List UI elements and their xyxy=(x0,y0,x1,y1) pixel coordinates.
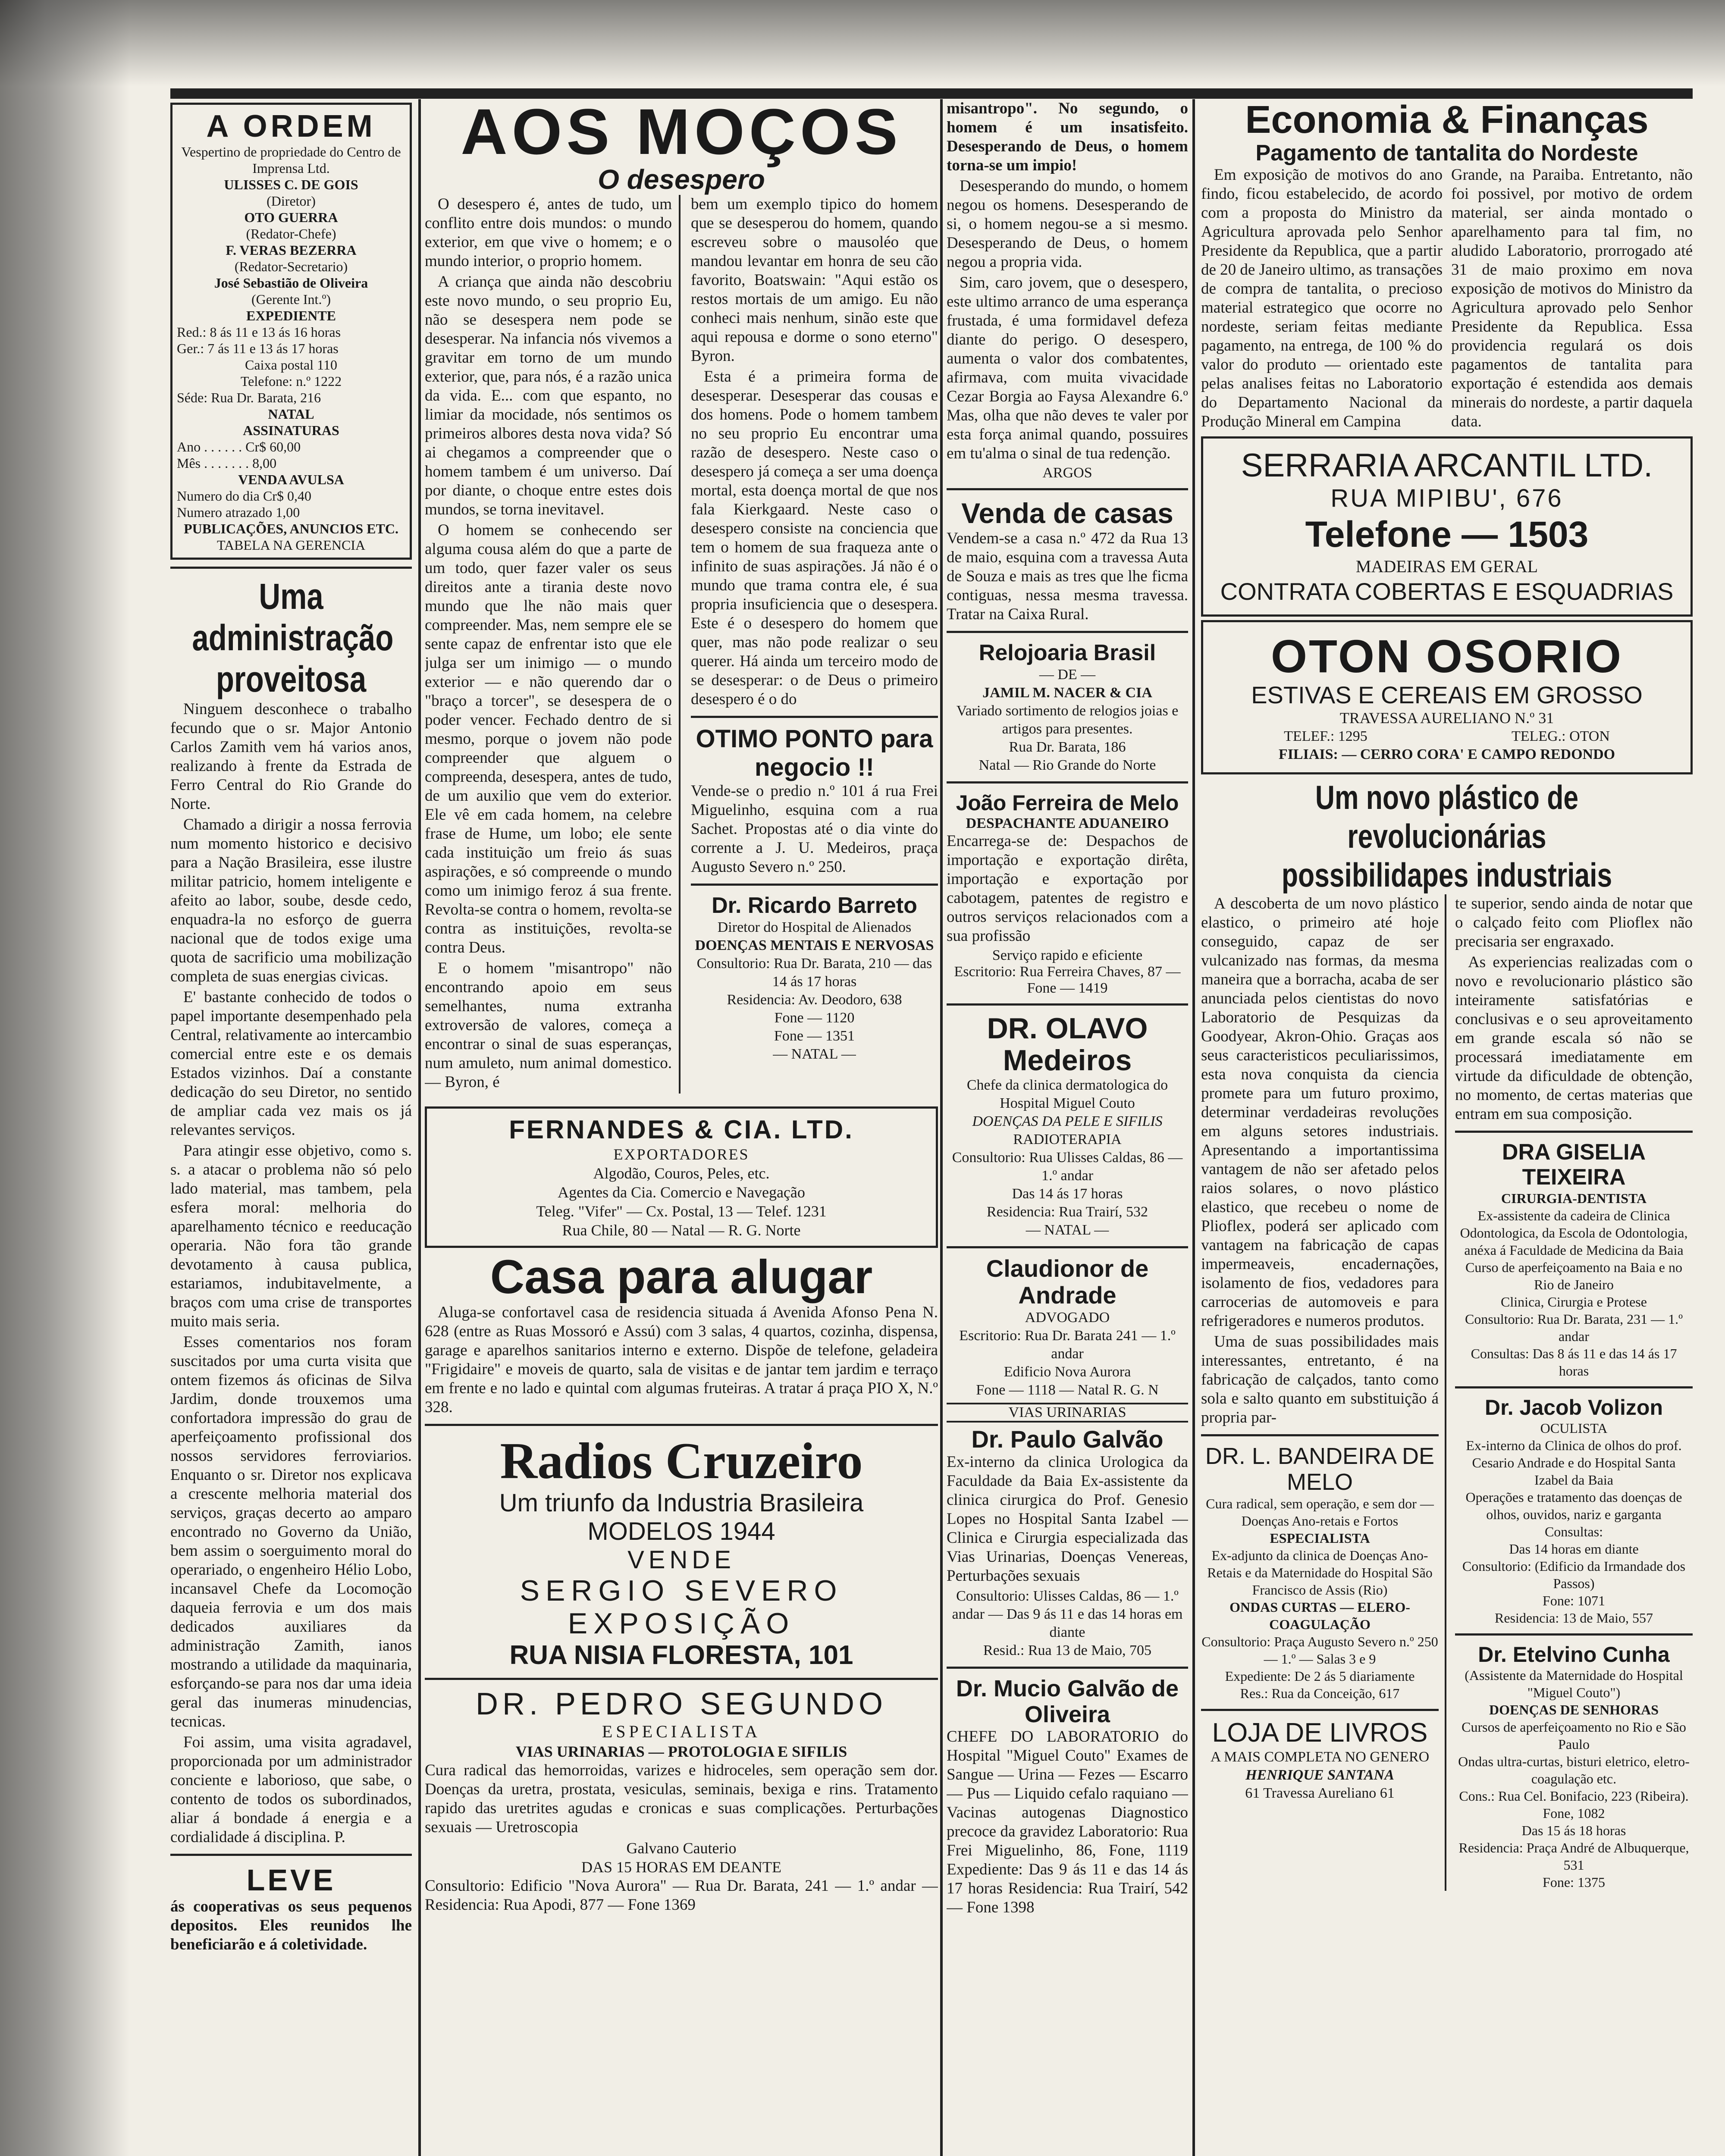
ricardo-line: Fone — 1351 xyxy=(774,1028,855,1044)
ricardo-line: — NATAL — xyxy=(773,1046,856,1062)
otimo-title: OTIMO PONTO para negocio !! xyxy=(696,725,933,781)
olavo-line: Das 14 ás 17 horas xyxy=(1012,1186,1123,1202)
paragraph: Para atingir esse objetivo, como s. s. a atacar o problema não só pelo lado material, mas tambem, pela esfera moral: melhoria do aparelhamento técnico e reeducação operaria. Não fora tão grande devotamento à causa publica, estariamos, indubitavelmente, a braços com uma crise de transportes muito mais seria. xyxy=(170,1142,412,1330)
section-rule xyxy=(1455,1131,1693,1133)
paragraph: O homem se conhecendo ser alguma cousa além do que a parte de um todo, quer fazer valer os seus direitos ante a tirania deste novo mundo que lhe não mais quer compreender. Mas, nem sempre ele se sente capaz de enfrentar isto que ele julga ser um inimigo — o mundo exterior — e não querendo dar o "braço a torcer", se desespera de o poder vencer. Fechado dentro de si mesmo, porque o jovem não pode compreender que alguem o compreenda, desespera, antes de tudo, de um auxilio que vem do exterior. Ele vê em cada homem, na celebre frase de Hume, um lobo; ele sente cada instituição um freio ás suas aspirações, e só compreende o mundo como um inimigo feroz á sua frente. Revolta-se contra o homem, revolta-se contra as instituições, revolta-se contra Deus. xyxy=(425,521,672,956)
column-rule xyxy=(418,99,421,2156)
section-rule xyxy=(1201,1434,1439,1436)
section-rule xyxy=(947,1246,1188,1248)
ordem-lines xyxy=(177,144,405,553)
pedro-line: Consultorio: Edificio "Nova Aurora" — Rua Dr. Barata, 241 — 1.º andar — Residencia: Rua Apodi, 877 — Fone 1369 xyxy=(425,1877,938,1914)
serraria-line: CONTRATA COBERTAS E ESQUADRIAS xyxy=(1220,578,1674,605)
paragraph: te superior, sendo ainda de notar que o calçado feito com Plioflex não precisaria ser engraxado. xyxy=(1455,895,1693,950)
section-rule xyxy=(425,1678,938,1680)
ordem-line: (Redator-Secretario) xyxy=(234,259,348,274)
section-rule xyxy=(947,781,1188,783)
ricardo-line: DOENÇAS MENTAIS E NERVOSAS xyxy=(695,937,934,953)
section-rule xyxy=(691,884,938,886)
fernandes-line: Teleg. "Vifer" — Cx. Postal, 13 — Telef. 1231 xyxy=(536,1203,827,1220)
section-rule xyxy=(947,1003,1188,1006)
scan-shadow-top xyxy=(0,0,1725,86)
etelvino-line: Fone: 1375 xyxy=(1543,1874,1605,1890)
otimo-text: Vende-se o predio n.º 101 á rua Frei Miguelinho, esquina com a rua Sachet. Propostas até o dia vinte do corrente a J. U. Medeiros, praça Augusto Severo n.º 250. xyxy=(691,782,938,876)
paragraph: Desesperando do mundo, o homem negou os homens. Desesperando de si, o homem negou-se a si mesmo. Desesperando de Deus, o homem negou a propria vida. xyxy=(947,177,1188,271)
relojoaria-line: Variado sortimento de relogios joias e artigos para presentes. xyxy=(956,703,1179,737)
claudionor-line: ADVOGADO xyxy=(1025,1310,1110,1326)
plastico-body xyxy=(1201,894,1693,1891)
gisela-line: Clinica, Cirurgia e Protese xyxy=(1501,1294,1647,1310)
serraria-tel-label: Telefone xyxy=(1305,514,1452,555)
pedro-sub: ESPECIALISTA xyxy=(602,1722,761,1741)
etelvino-line: Cursos de aperfeiçoamento no Rio e São Paulo xyxy=(1462,1719,1686,1752)
column-3 xyxy=(947,99,1188,2156)
ricardo-line: Fone — 1120 xyxy=(774,1010,855,1026)
bandeira-line: Consultorio: Praça Augusto Severo n.º 250 — 1.º — Salas 3 e 9 xyxy=(1201,1634,1438,1667)
relojoaria-line: Rua Dr. Barata, 186 xyxy=(1009,739,1126,755)
column-rule xyxy=(940,99,943,2156)
ordem-title: A ORDEM xyxy=(206,109,376,144)
bandeira-line: ONDAS CURTAS — ELERO-COAGULAÇÃO xyxy=(1229,1599,1410,1632)
paragraph: Chamado a dirigir a nossa ferrovia num momento historico e decisivo para a Nação Brasileira, esse ilustre militar patricio, homem inteligente e afeito ao labor, soube, desde cedo, enquadra-la no esforço de guerra nacional que de todos exige uma quota de sacrificio uma mobilização completa de suas energias civicas. xyxy=(170,816,412,985)
administracao-body xyxy=(170,700,412,1847)
section-rule xyxy=(691,716,938,718)
casa-text: Aluga-se confortavel casa de residencia situada á Avenida Afonso Pena N. 628 (entre as Ruas Mossoró e Assú) com 3 salas, 4 quartos, cozinha, dispensa, garage e aparelhos sanitarios interno e externo. Dispõe de telefone, geladeira "Frigidaire" e moveis de quarto, sala de visitas e de jantar tem jardim e terraço em frente e no lado e quintal com algumas fruteiras. A tratar á praça PIO X, N.º 328. xyxy=(425,1304,938,1416)
relojoaria-line: — DE — xyxy=(1039,667,1096,683)
claudionor-line: Escritorio: Rua Dr. Barata 241 — 1.º andar xyxy=(959,1328,1176,1362)
section-rule xyxy=(170,567,412,569)
radios-ad xyxy=(425,1433,938,1671)
jacob-line: Fone: 1071 xyxy=(1543,1593,1605,1608)
olavo-line: RADIOTERAPIA xyxy=(1013,1131,1122,1147)
section-rule xyxy=(1455,1633,1693,1636)
ordem-line: Telefone: n.º 1222 xyxy=(240,373,342,389)
loja-line: A MAIS COMPLETA NO GENERO xyxy=(1210,1749,1430,1765)
plastico-title: Um novo plástico de revolucionárias possibilidapes industriais xyxy=(1281,778,1612,894)
ricardo-line: Residencia: Av. Deodoro, 638 xyxy=(727,992,902,1008)
jacob-line: OCULISTA xyxy=(1540,1420,1608,1436)
oton-sub: ESTIVAS E CEREAIS EM GROSSO xyxy=(1251,681,1643,708)
jacob-line: Ex-interno da Clinica de olhos do prof. Cesario Andrade e do Hospital Santa Izabel da Baia xyxy=(1466,1438,1682,1488)
bandeira-title: DR. L. BANDEIRA DE MELO xyxy=(1205,1443,1435,1495)
venda-text: Vendem-se a casa n.º 472 da Rua 13 de maio, esquina com a travessa Auta de Souza e mais as tres que lhe ficma contiguas, nessa mesma travessa. Tratar na Caixa Rural. xyxy=(947,530,1188,623)
ordem-line: José Sebastião de Oliveira xyxy=(214,275,368,291)
paulo-line: Resid.: Rua 13 de Maio, 705 xyxy=(983,1642,1152,1658)
pedro-line: Cura radical das hemorroidas, varizes e hidroceles, sem operação sem dor. Doenças da uretra, prostata, vesiculas, seminais, bexiga e rins. Tratamento rapido das uretrites agudas e cronicas e suas complicações. Perturbações sexuais — Uretroscopia xyxy=(425,1761,938,1836)
jacob-line: Das 14 horas em diante xyxy=(1509,1541,1639,1557)
paragraph: E o homem "misantropo" não encontrando apoio em seus semelhantes, numa extranha extroversão de valores, começa a encontrar o sinal de suas esperanças, num amuleto, num animal domestico. — Byron, é xyxy=(425,959,672,1091)
ordem-line: Ano . . . . . . Cr$ 60,00 xyxy=(177,439,301,454)
oton-addr: TRAVESSA AURELIANO N.º 31 xyxy=(1339,709,1554,727)
section-rule xyxy=(947,631,1188,633)
loja-line: HENRIQUE SANTANA xyxy=(1245,1767,1394,1783)
column-4 xyxy=(1201,99,1693,2156)
gisela-line: Curso de aperfeiçoamento na Baia e no Rio de Janeiro xyxy=(1465,1260,1682,1292)
column-rule xyxy=(1192,99,1195,2156)
radios-line: MODELOS 1944 xyxy=(587,1517,775,1545)
jacob-line: Consultas: xyxy=(1544,1524,1603,1539)
etelvino-line: Residencia: Praça André de Albuquerque, 531 xyxy=(1458,1840,1689,1873)
ordem-line: (Redator-Chefe) xyxy=(246,226,336,241)
paulo-title: Dr. Paulo Galvão xyxy=(971,1426,1164,1453)
relojoaria-line: Natal — Rio Grande do Norte xyxy=(979,757,1156,773)
pedro-line: VIAS URINARIAS — PROTOLOGIA E SIFILIS xyxy=(515,1743,847,1760)
radios-line: RUA NISIA FLORESTA, 101 xyxy=(509,1640,853,1670)
mocos-title: AOS MOÇOS xyxy=(461,99,902,168)
ordem-line: EXPEDIENTE xyxy=(246,308,336,323)
ordem-line: PUBLICAÇÕES, ANUNCIOS ETC. xyxy=(184,521,398,536)
paragraph: Sim, caro jovem, que o desespero, este ultimo arranco de uma esperança frustada, é uma formidavel defeza diante do perigo. O desespero, aumenta o valor dos combatentes, afirmava, com muita vivacidade Cezar Borgia ao Faysa Alexandre 6.º Mas, olha que não deves te valer por esta força animal quando, possuires em tu'alma o sinal de tua redenção. xyxy=(947,274,1188,462)
paragraph: misantropo". No segundo, o homem é um insatisfeito. Desesperando de Deus, o homem torna-se um impio! xyxy=(947,100,1188,174)
ordem-line: Séde: Rua Dr. Barata, 216 xyxy=(177,390,321,405)
radios-line: VENDE xyxy=(627,1546,735,1574)
paragraph: E' bastante conhecido de todos o papel importante desempenhado pela Central, relativamente ao intercambio comercial entre este e os demais Estados vizinhos. Daí a constante dedicação do seu Diretor, no sentido de ampliar cada vez mais os já relevantes serviços. xyxy=(170,988,412,1139)
jacob-line: Operações e tratamento das doenças de olhos, ouvidos, nariz e garganta xyxy=(1465,1489,1682,1522)
ordem-line: (Diretor) xyxy=(267,193,316,209)
olavo-line: DOENÇAS DA PELE E SIFILIS xyxy=(972,1113,1163,1129)
olavo-line: Residencia: Rua Trairí, 532 xyxy=(987,1204,1148,1220)
venda-title: Venda de casas xyxy=(961,497,1173,529)
pedro-ad xyxy=(425,1687,938,1915)
etelvino-line: Cons.: Rua Cel. Bonifacio, 223 (Ribeira). Fone, 1082 xyxy=(1459,1788,1689,1821)
ordem-line: Ger.: 7 ás 11 e 13 ás 17 horas xyxy=(177,341,339,356)
radios-title: Radios Cruzeiro xyxy=(500,1432,863,1489)
joao-sub: DESPACHANTE ADUANEIRO xyxy=(966,815,1169,831)
ordem-masthead-box xyxy=(170,103,412,560)
ordem-line: ULISSES C. DE GOIS xyxy=(224,177,358,192)
ordem-line: Numero do dia Cr$ 0,40 xyxy=(177,488,311,504)
serraria-title: SERRARIA ARCANTIL LTD. xyxy=(1241,447,1653,484)
olavo-title: DR. OLAVO Medeiros xyxy=(987,1012,1148,1077)
mucio-text: CHEFE DO LABORATORIO do Hospital "Miguel Couto" Exames de Sangue — Urina — Fezes — Escarro — Pus — Liquido cefalo raquiano — Vacinas autogenas Diagnostico precoce da gravidez Laboratorio: Rua Frei Miguelinho, 86, Fone, 1119 Expediente: Das 9 ás 11 e das 14 ás 17 horas Residencia: Rua Trairí, 542 — Fone 1398 xyxy=(947,1728,1188,1916)
paragraph: Grande, na Paraiba. Entretanto, não foi possivel, por motivo de ordem material, ser ainda montado o aparelhamento para tal fim, no aludido Laboratorio, prorrogado até 31 de maio proximo em nova exposição de motivos do Ministro da Agricultura aprovado pelo Senhor Presidente da Republica. Essa providencia regulará os dois pagamentos de tantalita para exportação é estendida aos demais minerais do nordeste, a partir daquela data. xyxy=(1451,166,1693,430)
ricardo-line: Consultorio: Rua Dr. Barata, 210 — das 14 ás 17 horas xyxy=(696,956,932,990)
mocos-signature: ARGOS xyxy=(1042,465,1092,481)
ordem-line: F. VERAS BEZERRA xyxy=(226,242,357,258)
joao-text: Encarrega-se de: Despachos de importação e exportação dirêta, importação e exportação por cabotagem, patentes de registro e outros serviços relacionados com a sua profissão xyxy=(947,832,1188,945)
paragraph: Foi assim, uma visita agradavel, proporcionada por um administrador conciente e laborioso, que sabe, o contento de todos os subordinados, aliar á bondade á energia e a cordialidade á disciplina. P. xyxy=(170,1733,412,1846)
gisela-line: CIRURGIA-DENTISTA xyxy=(1501,1191,1647,1206)
bandeira-line: Cura radical, sem operação, e sem dor — Doenças Ano-retais e Fortos xyxy=(1206,1496,1434,1529)
paragraph: A criança que ainda não descobriu este novo mundo, o seu proprio Eu, não se desespera nem pode se desesperar. Na infancia nós vivemos a gravitar em torno de um mundo exterior, que, para nós, é a razão unica da vida. E... com que espanto, no limiar da mocidade, nós sentimos os primeiros albores desta nova vida? Só ai chegamos a compreender que o homem tambem é um universo. Daí por diante, o choque entre estes dois mundos, se torna inevitavel. xyxy=(425,273,672,518)
pedro-line: DAS 15 HORAS EM DEANTE xyxy=(581,1858,781,1876)
ricardo-line: Diretor do Hospital de Alienados xyxy=(717,919,912,935)
paragraph: Esses comentarios nos foram suscitados por uma curta visita que ontem fizemos ás oficinas de Silva Jardim, donde trouxemos uma confortadora impressão do grau de aperfeiçoamento profissional dos nossos servidores ferroviarios. Enquanto o sr. Diretor nos explicava a crescente melhoria material dos serviços, graças decerto ao amparo encontrado no Governo da União, bem assim o soerguimento moral do operariado, o engenheiro Hélio Lobo, incansavel Chefe da Locomoção daqueia ferrovia e um dos mais dedicados auxiliares da administração Zamith, ianos mostrando a utilidade da maquinaria, esforçando-se para nos dar uma ideia geral das inumeras minudencias, tecnicas. xyxy=(170,1333,412,1730)
claudionor-line: Edificio Nova Aurora xyxy=(1004,1364,1131,1380)
jacob-title: Dr. Jacob Volizon xyxy=(1484,1395,1663,1420)
fernandes-title: FERNANDES & CIA. LTD. xyxy=(509,1115,854,1144)
ordem-line: OTO GUERRA xyxy=(244,210,338,225)
paragraph: Ninguem desconhece o trabalho fecundo que o sr. Major Antonio Carlos Zamith vem há varios anos, realizando à frente da Estrada de Ferro Central do Rio Grande do Norte. xyxy=(170,700,412,813)
ordem-line: Vespertino de propriedade do Centro de Imprensa Ltd. xyxy=(181,144,401,176)
paragraph: bem um exemplo tipico do homem que se desesperou do homem, quando escreveu sobre o mausoléo que mandou levantar em honra de seu cão favorito, Boatswain: "Aqui estão os restos mortais de um amigo. Eu não conheci mais nenhum, sinão este que aqui repousa e dorme o sono eterno" Byron. xyxy=(691,195,938,365)
joao-line: Escritorio: Rua Ferreira Chaves, 87 — Fone — 1419 xyxy=(954,964,1181,996)
mocos-subtitle: O desespero xyxy=(598,164,765,195)
ordem-line: VENDA AVULSA xyxy=(238,472,344,487)
etelvino-line: Ondas ultra-curtas, bisturi eletrico, eletro-coagulação etc. xyxy=(1458,1754,1690,1786)
claudionor-title: Claudionor de Andrade xyxy=(986,1255,1149,1309)
jacob-line: Residencia: 13 de Maio, 557 xyxy=(1494,1610,1653,1626)
column-2 xyxy=(425,99,938,2156)
oton-tel: TELEF.: 1295 xyxy=(1284,728,1367,744)
serraria-addr: RUA MIPIBU', 676 xyxy=(1330,484,1563,512)
bandeira-line: ESPECIALISTA xyxy=(1270,1530,1370,1546)
ordem-line: Mês . . . . . . . 8,00 xyxy=(177,455,277,471)
radios-line: SERGIO SEVERO xyxy=(520,1574,843,1607)
leve-text: ás cooperativas os seus pequenos depositos. Eles reunidos lhe beneficiarão e á coletividade. xyxy=(170,1898,412,1953)
serraria-ad: SERRARIA ARCANTIL LTD. RUA MIPIBU', 676 Telefone — 1503 MADEIRAS EM GERAL CONTRATA COBERTAS E ESQUADRIAS xyxy=(1201,436,1693,617)
pedro-title: DR. PEDRO SEGUNDO xyxy=(475,1687,888,1721)
olavo-line: Chefe da clinica dermatologica do Hospital Miguel Couto xyxy=(966,1077,1168,1111)
pedro-line: Galvano Cauterio xyxy=(626,1839,737,1857)
radios-line: Um triunfo da Industria Brasileira xyxy=(499,1489,864,1517)
ordem-line: NATAL xyxy=(268,406,314,422)
oton-filiais: FILIAIS: — CERRO CORA' E CAMPO REDONDO xyxy=(1278,746,1615,762)
leve-title: LEVE xyxy=(246,1863,336,1897)
casa-title: Casa para alugar xyxy=(490,1250,873,1304)
section-rule xyxy=(947,488,1188,490)
jacob-line: Consultorio: (Edificio da Irmandade dos Passos) xyxy=(1462,1558,1686,1591)
paragraph: Esta é a primeira forma de desesperar. Desesperar das cousas e dos homens. Pode o homem tambem no seu proprio Eu encontrar uma razão de desespero. Neste caso o desespero já começa a ser uma doença mortal, esta doença mortal de que nos fala Kierkgaard. Neste caso o desespero consiste na conciencia que tem o homem de sua fraqueza ante o infinito de suas aspirações. Já não é o mundo que trama contra ele, é sua propria insuficiencia que o desespera. Este é o desespero do homem que quer, mas não pode realizar o seu querer. Há ainda um terceiro modo de se desesperar: o de Deus o primeiro desespero é o do xyxy=(691,368,938,708)
serraria-tel: 1503 xyxy=(1508,514,1589,555)
fernandes-line: Algodão, Couros, Peles, etc. xyxy=(593,1165,770,1182)
ricardo-title: Dr. Ricardo Barreto xyxy=(712,893,917,918)
ordem-line: TABELA NA GERENCIA xyxy=(216,537,366,553)
ordem-line: Caixa postal 110 xyxy=(245,357,337,373)
administracao-headline: Uma administração proveitosa xyxy=(192,576,394,699)
ordem-line: Red.: 8 ás 11 e 13 ás 16 horas xyxy=(177,324,341,340)
paulo-text: Ex-interno da clinica Urologica da Faculdade da Baia Ex-assistente da clinica cirurgica do Prof. Genesio Lopes no Hospital Santa Izabel — Clinica e Cirurgia especializada das Vias Urinarias, Doenças Venereas, Perturbações sexuais xyxy=(947,1453,1188,1585)
paragraph: O desespero é, antes de tudo, um conflito entre dois mundos: o mundo exterior, em que vive o homem; e o mundo interior, o proprio homem. xyxy=(425,195,672,270)
economia-body xyxy=(1201,166,1693,433)
oton-teleg: TELEG.: OTON xyxy=(1512,728,1610,744)
olavo-line: — NATAL — xyxy=(1026,1222,1109,1238)
section-rule xyxy=(170,1854,412,1856)
fernandes-line: Agentes da Cia. Comercio e Navegação xyxy=(558,1184,805,1201)
gisela-line: Ex-assistente da cadeira de Clinica Odontologica, da Escola de Odontologia, anéxa á Faculdade de Medicina da Baia xyxy=(1460,1208,1688,1258)
ordem-line: (Gerente Int.º) xyxy=(251,291,331,307)
etelvino-title: Dr. Etelvino Cunha xyxy=(1478,1642,1670,1667)
paulo-line: Consultorio: Ulisses Caldas, 86 — 1.º andar — Das 9 ás 11 e das 14 horas em diante xyxy=(952,1588,1183,1640)
paragraph: Uma de suas possibilidades mais interessantes, entretanto, é na fabricação de calçados, tanto como sola e salto quanto em substituição á propria par- xyxy=(1201,1333,1439,1426)
etelvino-line: (Assistente da Maternidade do Hospital "Miguel Couto") xyxy=(1465,1667,1683,1700)
economia-title: Economia & Finanças xyxy=(1245,99,1649,141)
fernandes-ad xyxy=(425,1106,938,1248)
claudionor-line: Fone — 1118 — Natal R. G. N xyxy=(976,1382,1159,1398)
etelvino-line: DOENÇAS DE SENHORAS xyxy=(1489,1702,1659,1717)
relojoaria-line: JAMIL M. NACER & CIA xyxy=(982,685,1152,701)
ricardo-lines xyxy=(691,918,938,1063)
economia-subtitle: Pagamento de tantalita do Nordeste xyxy=(1255,141,1638,166)
gisela-title: DRA GISELIA TEIXEIRA xyxy=(1502,1140,1646,1190)
gisela-line: Consultas: Das 8 ás 11 e das 14 ás 17 horas xyxy=(1471,1346,1677,1379)
loja-line: 61 Travessa Aureliano 61 xyxy=(1245,1785,1395,1801)
ordem-line: ASSINATURAS xyxy=(243,423,339,438)
oton-title: OTON OSORIO xyxy=(1270,630,1623,682)
fernandes-line: Rua Chile, 80 — Natal — R. G. Norte xyxy=(562,1222,801,1239)
radios-line: EXPOSIÇÃO xyxy=(568,1607,795,1640)
olavo-line: Consultorio: Rua Ulisses Caldas, 86 — 1.º andar xyxy=(952,1150,1183,1184)
mocos-body xyxy=(425,195,938,1094)
paragraph: A descoberta de um novo plástico elastico, o primeiro até hoje conseguido, capaz de ser vulcanizado nas formas, da mesma maneira que a borracha, acaba de ser anunciada pelos cientistas do novo Laboratorio de Pesquizas da Goodyear, Akron-Ohio. Graças aos seus caracteristicos peculiarissimos, esta nova conquista da ciencia promete para um futuro proximo, determinar verdadeiras revoluções em alguns setores industriais. Apresentando a importantissima vantagem de não ser afetado pelos raios solares, o novo plástico elastico, que recebeu o nome de Plioflex, poderá ser aplicado com vantagem na fabricação de capas impermeaveis, encadernações, isolamento de fios, vedadores para carrocerias de automoveis e para refrigeradores e numeros produtos. xyxy=(1201,895,1439,1330)
bandeira-line: Expediente: De 2 ás 5 diariamente xyxy=(1225,1668,1415,1684)
column-1 xyxy=(170,99,412,2156)
loja-title: LOJA DE LIVROS xyxy=(1212,1718,1428,1748)
oton-ad xyxy=(1201,620,1693,774)
section-rule xyxy=(1455,1386,1693,1388)
fernandes-sub: EXPORTADORES xyxy=(613,1146,750,1163)
joao-line: Serviço rapido e eficiente xyxy=(992,947,1143,963)
etelvino-line: Das 15 ás 18 horas xyxy=(1521,1823,1626,1838)
mucio-title: Dr. Mucio Galvão de Oliveira xyxy=(956,1676,1179,1727)
bandeira-line: Res.: Rua da Conceição, 617 xyxy=(1240,1686,1400,1701)
section-rule xyxy=(1201,1709,1439,1711)
vias-heading: VIAS URINARIAS xyxy=(947,1403,1188,1423)
section-rule xyxy=(947,1667,1188,1669)
ordem-line: Numero atrazado 1,00 xyxy=(177,505,300,520)
section-rule xyxy=(425,1424,938,1426)
serraria-line: MADEIRAS EM GERAL xyxy=(1355,557,1538,576)
relojoaria-title: Relojoaria Brasil xyxy=(979,640,1156,665)
top-rule xyxy=(170,88,1693,99)
joao-title: João Ferreira de Melo xyxy=(956,791,1179,815)
gisela-line: Consultorio: Rua Dr. Barata, 231 — 1.º andar xyxy=(1465,1311,1683,1344)
scan-shadow-left xyxy=(0,0,129,2156)
paragraph: Em exposição de motivos do ano findo, ficou estabelecido, de acordo com a proposta do Ministro da Agricultura aprovada pelo Senhor Presidente da Republica, que a partir de 20 de Janeiro ultimo, as transações de compra de tantalita, o precioso material estrategico que ocorre no nordeste, seriam feitas mediante pagamento, na entrega, de 100 % do valor do produto — orientado este pelas analises feitas no Laboratorio do Departamento Nacional da Produção Mineral em Campina xyxy=(1201,166,1443,430)
paragraph: As experiencias realizadas com o novo e revolucionario plástico são inteiramente satisfatórias e conclusivas e o seu aproveitamento em grande escala só não se processará imediatamente em virtude da dificuldade de obtenção, no momento, de certas materias que entram em sua composição. xyxy=(1455,953,1693,1123)
bandeira-line: Ex-adjunto da clinica de Doenças Ano-Retais e da Maternidade do Hospital São Francisco de Assis (Rio) xyxy=(1207,1548,1433,1598)
